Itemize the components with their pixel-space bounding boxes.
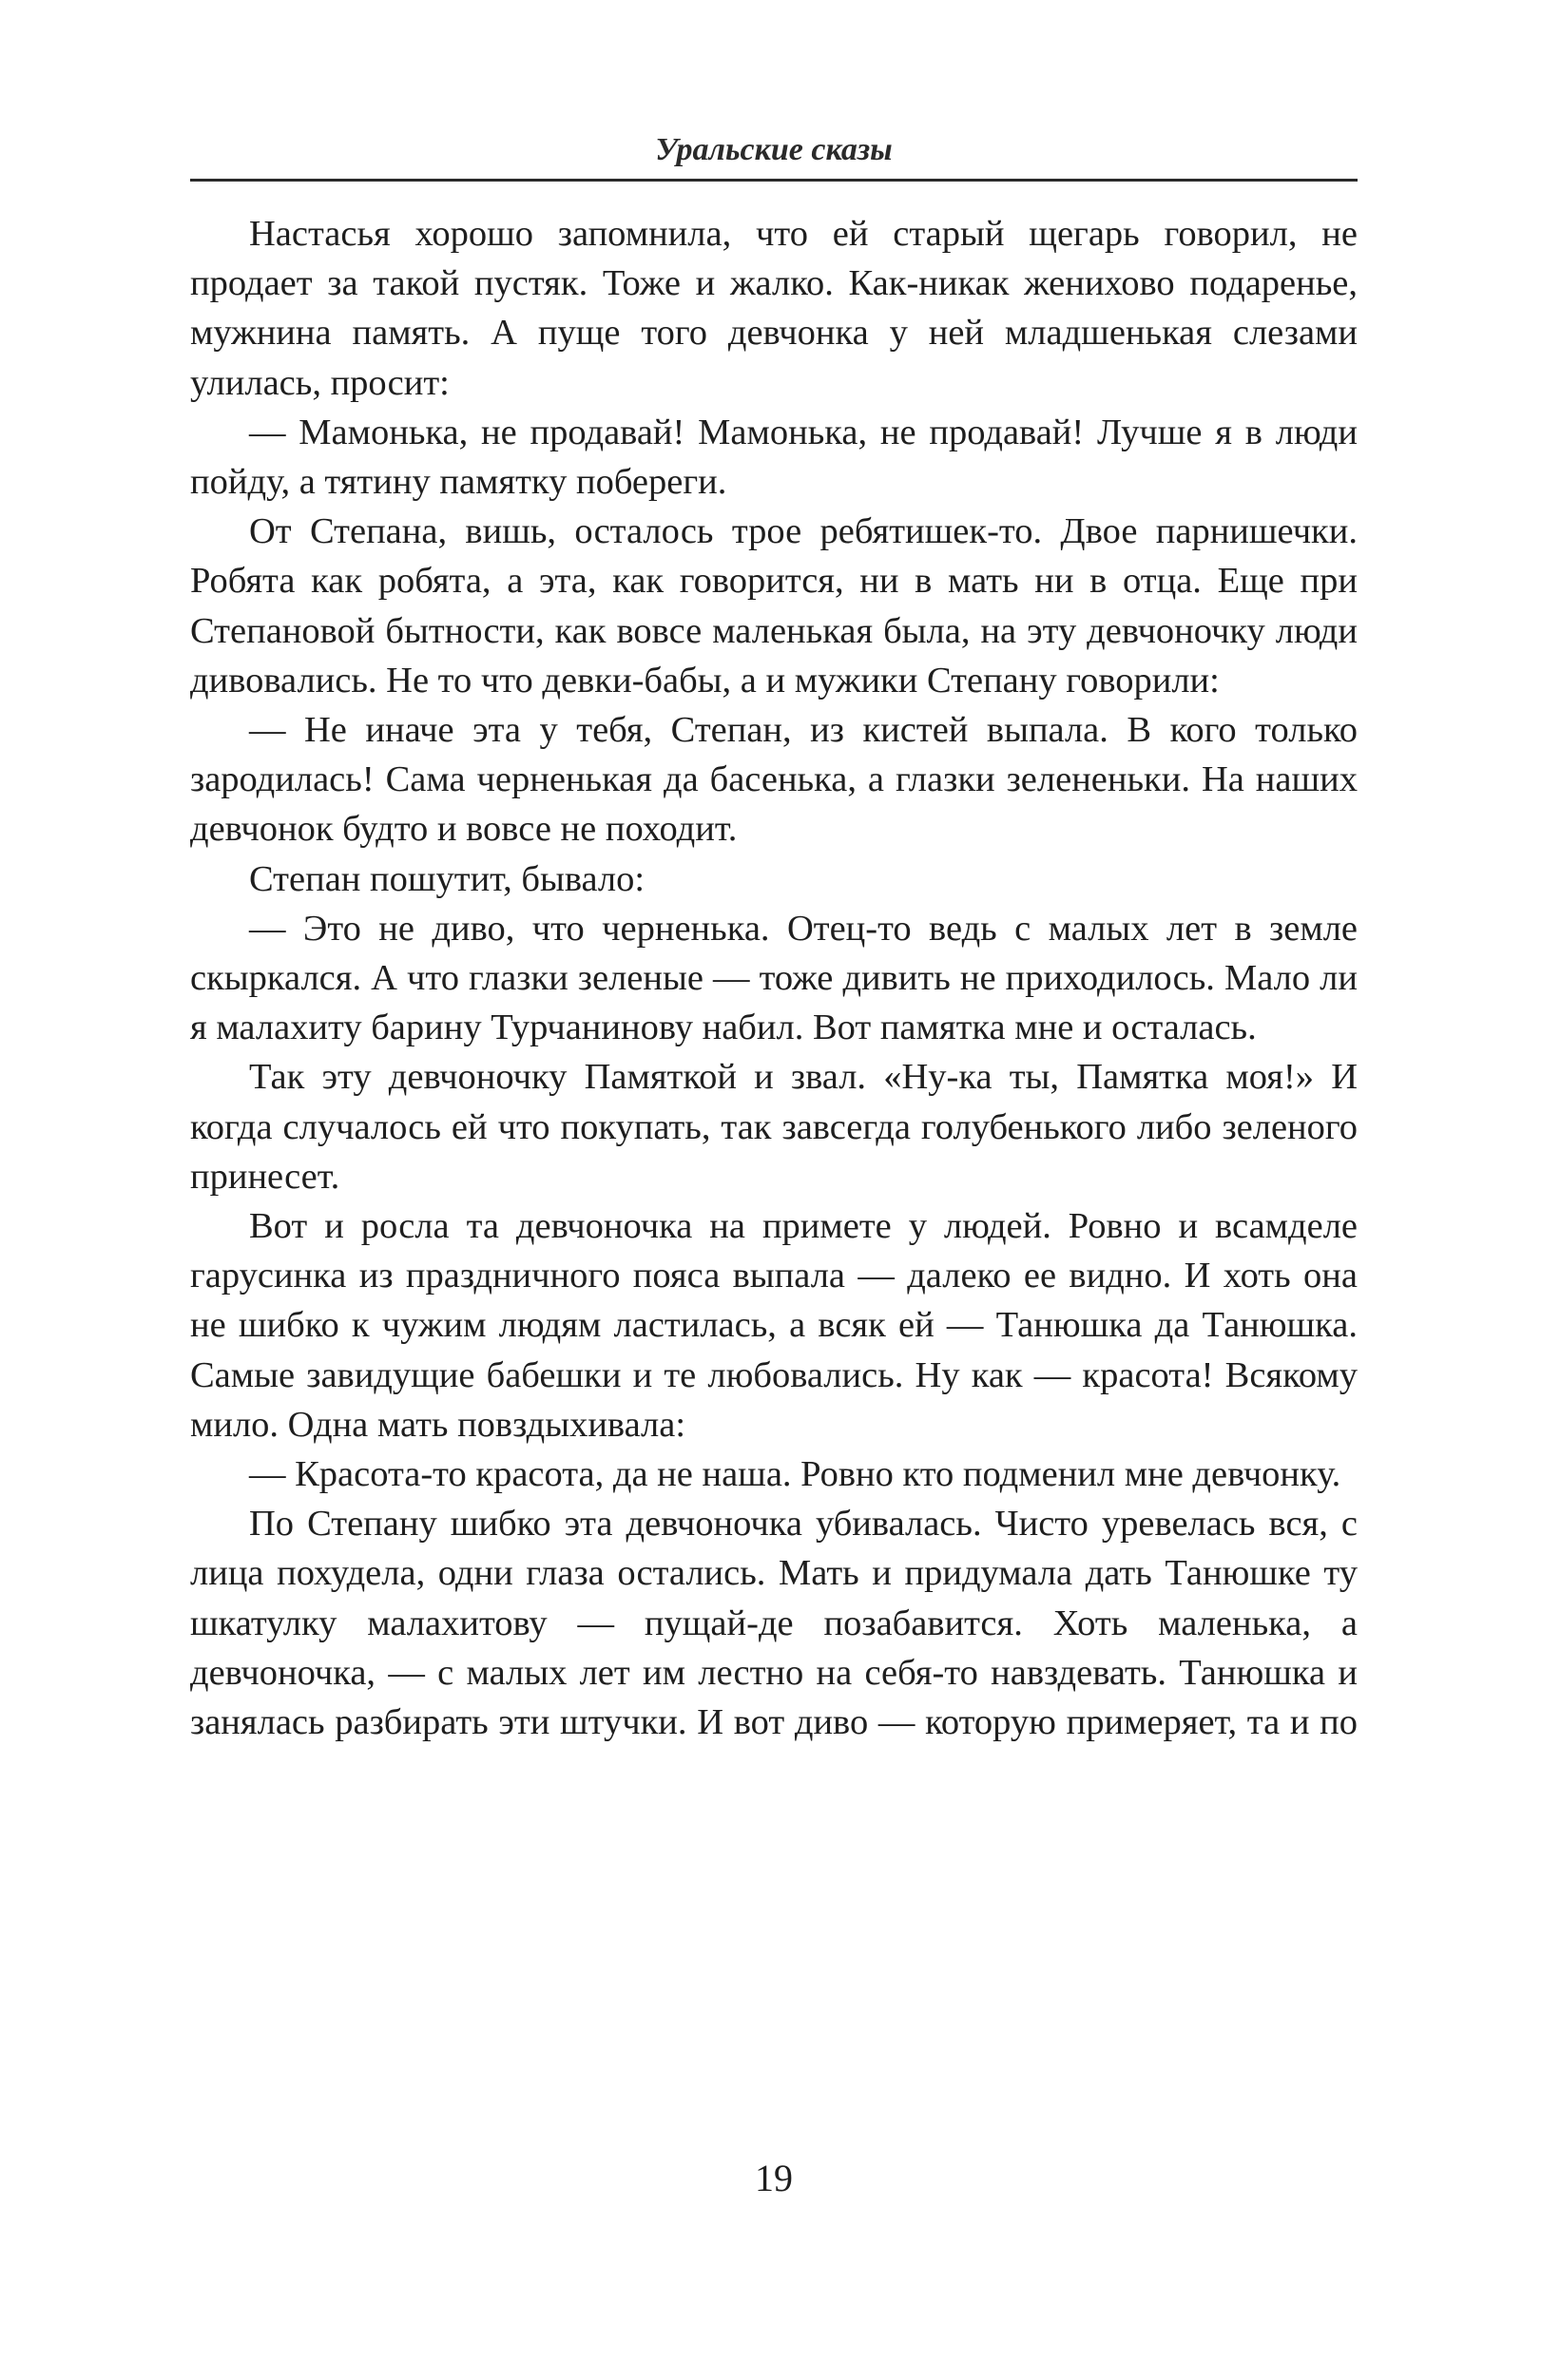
body-text	[190, 209, 1358, 1747]
paragraph: Настасья хорошо запомнила, что ей старый щегарь говорил, не продает за такой пустяк. Тоже и жалко. Как-никак женихово подаренье, мужнина память. А пуще того девчонка у ней младшенькая слезами улилась, просит:	[190, 214, 1358, 403]
paragraph: Степан пошутит, бывало:	[249, 858, 646, 899]
page-number: 19	[755, 2157, 793, 2199]
paragraph: По Степану шибко эта девчоночка убивалась. Чисто уревелась вся, с лица похудела, одни глаза остались. Мать и придумала дать Танюшке ту шкатулку малахитову — пущай-де позабавится. Хоть маленька, а девчоночка, — с малых лет им лестно на себя-то навздевать. Танюшка и занялась разбирать эти штучки. И вот диво — которую примеряет, та и по	[190, 1504, 1358, 1743]
paragraph: — Мамонька, не продавай! Мамонька, не продавай! Лучше я в люди пойду, а тятину памятку побереги.	[190, 412, 1358, 503]
paragraph: — Красота-то красота, да не наша. Ровно кто подменил мне девчонку.	[249, 1454, 1341, 1495]
running-title: Уральские сказы	[655, 132, 893, 167]
paragraph: От Степана, вишь, осталось трое ребятишек-то. Двое парнишечки. Робята как робята, а эта, как говорится, ни в мать ни в отца. Еще при Степановой бытности, как вовсе маленькая была, на эту девчоночку люди дивовались. Не то что девки-бабы, а и мужики Степану говорили:	[190, 511, 1358, 701]
header-rule	[190, 179, 1358, 182]
paragraph: — Это не диво, что черненька. Отец-то ведь с малых лет в земле скыркался. А что глазки зеленые — тоже дивить не приходилось. Мало ли я малахиту барину Турчанинову набил. Вот памятка мне и осталась.	[190, 908, 1358, 1048]
paragraph: — Не иначе эта у тебя, Степан, из кистей выпала. В кого только зародилась! Сама черненькая да басенька, а глазки зелененьки. На наших девчонок будто и вовсе не походит.	[190, 710, 1358, 850]
paragraph: Вот и росла та девчоночка на примете у людей. Ровно и всамделе гарусинка из праздничного пояса выпала — далеко ее видно. И хоть она не шибко к чужим людям ластилась, а всяк ей — Танюшка да Танюшка. Самые завидущие бабешки и те любовались. Ну как — красота! Всякому мило. Одна мать повздыхивала:	[190, 1206, 1358, 1445]
paragraph: Так эту девчоночку Памяткой и звал. «Ну-ка ты, Памятка моя!» И когда случалось ей что покупать, так завсегда голубенького либо зеленого принесет.	[190, 1057, 1358, 1197]
